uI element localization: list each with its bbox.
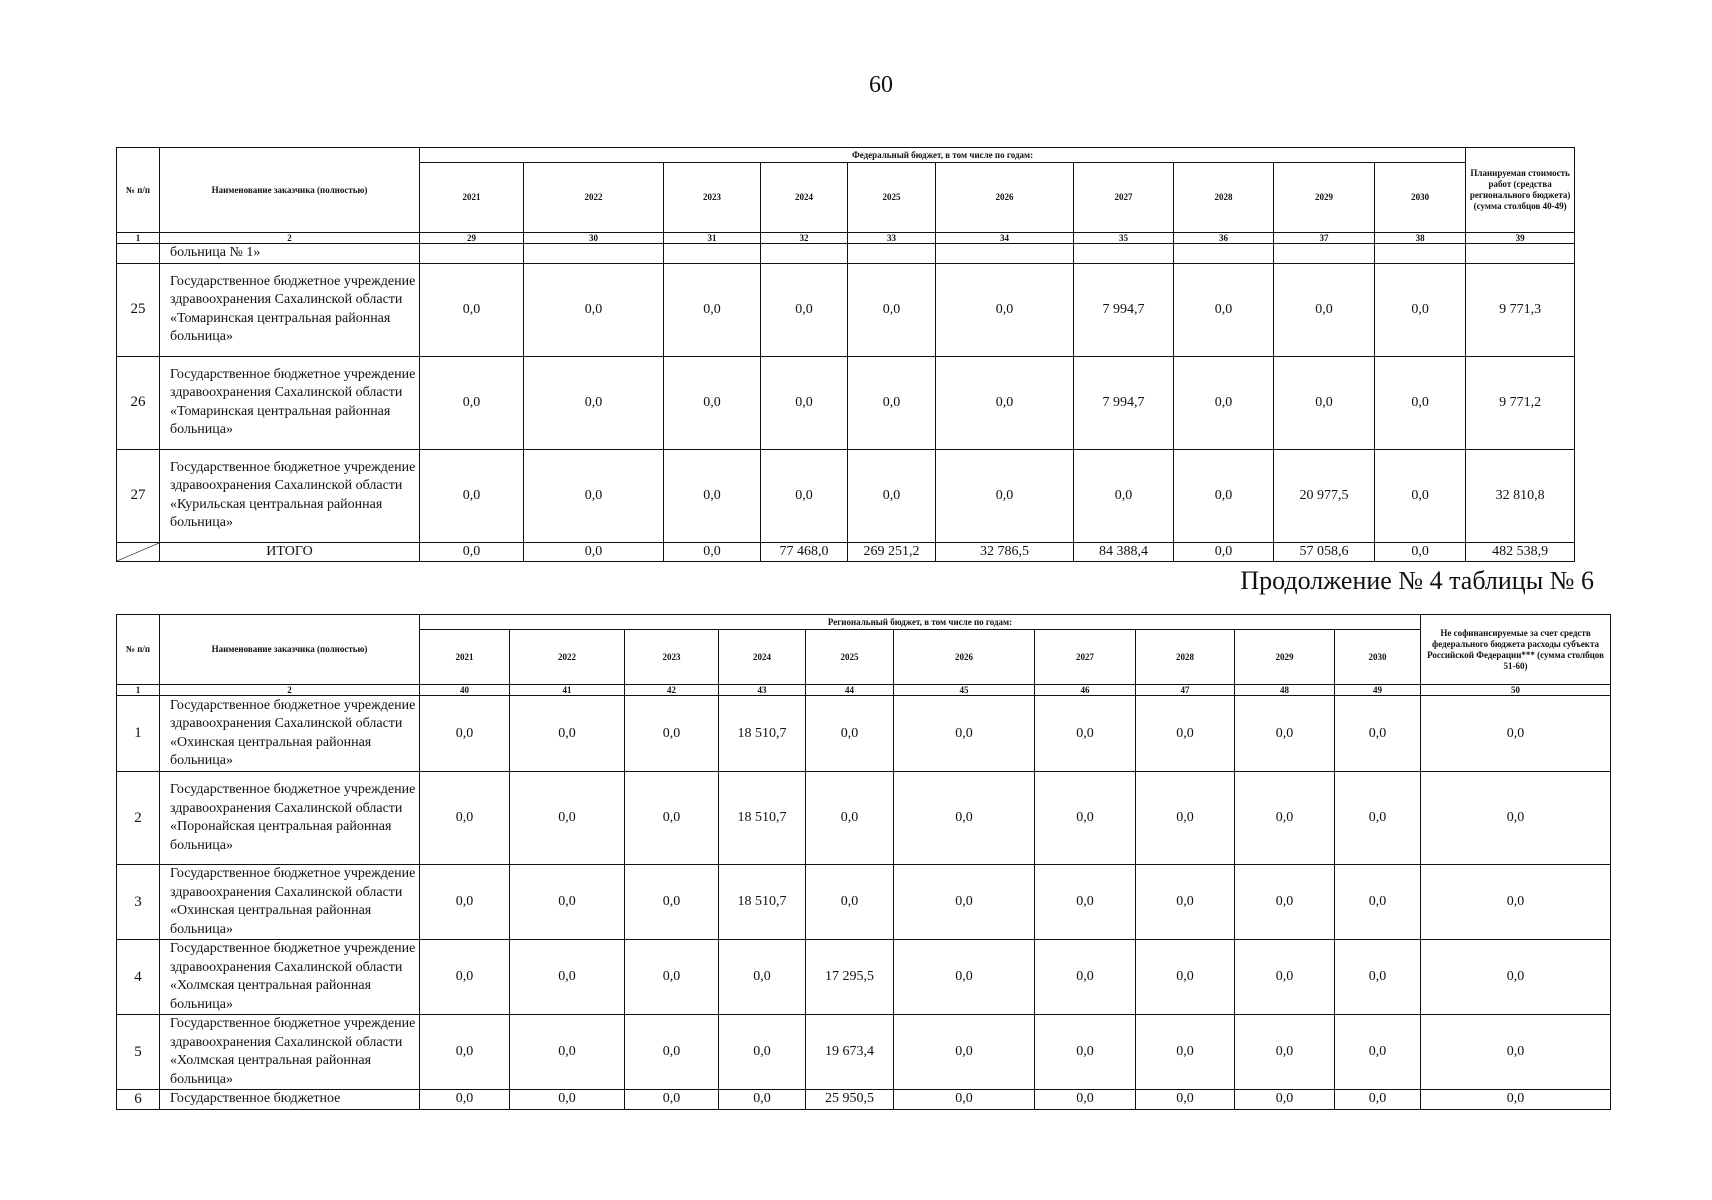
value-cell: 0,0 xyxy=(1136,696,1235,772)
total-value: 77 468,0 xyxy=(761,542,848,561)
value-cell: 0,0 xyxy=(1235,1015,1335,1090)
table-row xyxy=(117,356,1575,449)
total-value: 0,0 xyxy=(1174,542,1274,561)
value-cell: 0,0 xyxy=(1136,772,1235,865)
header-non-cofinanced: Не софинансируемые за счет средств федерального бюджета расходы субъекта Российской Федерации*** (сумма столбцов 51-60) xyxy=(1421,615,1611,685)
empty-cell xyxy=(1274,244,1375,264)
header-year: 2025 xyxy=(806,630,894,685)
value-cell: 0,0 xyxy=(510,940,625,1015)
customer-name: Государственное бюджетное учреждение здравоохранения Сахалинской области «Охинская центральная районная больница» xyxy=(160,865,420,940)
total-value: 57 058,6 xyxy=(1274,542,1375,561)
header-year: 2029 xyxy=(1274,163,1375,233)
header-year: 2026 xyxy=(936,163,1074,233)
header-year: 2024 xyxy=(719,630,806,685)
value-cell: 0,0 xyxy=(1335,1015,1421,1090)
empty-cell xyxy=(936,244,1074,264)
regional-budget-table xyxy=(116,614,1611,1110)
row-number: 5 xyxy=(117,1015,160,1090)
total-row xyxy=(117,542,1575,561)
header-row-number: № п/п xyxy=(117,148,160,233)
header-federal-budget: Федеральный бюджет, в том числе по годам: xyxy=(420,148,1466,163)
empty-cell xyxy=(1466,244,1575,264)
column-number: 39 xyxy=(1466,233,1575,244)
column-number: 43 xyxy=(719,685,806,696)
column-number: 37 xyxy=(1274,233,1375,244)
value-cell: 0,0 xyxy=(806,865,894,940)
value-cell: 0,0 xyxy=(1174,449,1274,542)
value-cell: 18 510,7 xyxy=(719,696,806,772)
empty-cell xyxy=(1074,244,1174,264)
column-number: 46 xyxy=(1035,685,1136,696)
table-row xyxy=(117,1090,1611,1110)
value-cell: 0,0 xyxy=(1335,940,1421,1015)
value-cell: 0,0 xyxy=(625,696,719,772)
value-cell: 0,0 xyxy=(524,356,664,449)
column-number: 30 xyxy=(524,233,664,244)
row-number: 4 xyxy=(117,940,160,1015)
value-cell: 0,0 xyxy=(1421,865,1611,940)
column-number: 40 xyxy=(420,685,510,696)
value-cell: 0,0 xyxy=(420,865,510,940)
value-cell: 0,0 xyxy=(1035,865,1136,940)
row-number: 6 xyxy=(117,1090,160,1110)
total-value: 269 251,2 xyxy=(848,542,936,561)
table-row xyxy=(117,449,1575,542)
column-number: 2 xyxy=(160,685,420,696)
value-cell: 0,0 xyxy=(1174,263,1274,356)
value-cell: 0,0 xyxy=(664,263,761,356)
total-label: ИТОГО xyxy=(160,542,420,561)
customer-name: Государственное бюджетное учреждение здравоохранения Сахалинской области «Томаринская центральная районная больница» xyxy=(160,263,420,356)
column-number: 32 xyxy=(761,233,848,244)
row-number: 2 xyxy=(117,772,160,865)
page-number: 60 xyxy=(869,72,893,98)
value-cell: 0,0 xyxy=(1335,696,1421,772)
value-cell: 0,0 xyxy=(894,865,1035,940)
value-cell: 0,0 xyxy=(761,356,848,449)
value-cell: 0,0 xyxy=(894,1015,1035,1090)
customer-name: Государственное бюджетное учреждение здравоохранения Сахалинской области «Охинская центральная районная больница» xyxy=(160,696,420,772)
value-cell: 0,0 xyxy=(1421,696,1611,772)
value-cell: 0,0 xyxy=(420,1090,510,1110)
total-value: 0,0 xyxy=(664,542,761,561)
column-number: 29 xyxy=(420,233,524,244)
empty-cell xyxy=(420,244,524,264)
value-cell: 0,0 xyxy=(1235,772,1335,865)
column-number: 47 xyxy=(1136,685,1235,696)
value-cell: 0,0 xyxy=(761,263,848,356)
value-cell: 0,0 xyxy=(664,356,761,449)
value-cell: 0,0 xyxy=(1074,449,1174,542)
row-number: 27 xyxy=(117,449,160,542)
value-cell: 0,0 xyxy=(510,772,625,865)
empty-cell xyxy=(761,244,848,264)
value-cell: 0,0 xyxy=(524,449,664,542)
table-row xyxy=(117,865,1611,940)
total-value: 84 388,4 xyxy=(1074,542,1174,561)
total-value: 32 786,5 xyxy=(936,542,1074,561)
value-cell: 0,0 xyxy=(420,356,524,449)
header-year: 2021 xyxy=(420,163,524,233)
value-cell: 7 994,7 xyxy=(1074,356,1174,449)
table-row xyxy=(117,696,1611,772)
column-number: 1 xyxy=(117,233,160,244)
value-cell: 0,0 xyxy=(1035,772,1136,865)
header-year: 2028 xyxy=(1136,630,1235,685)
column-number: 33 xyxy=(848,233,936,244)
value-cell: 0,0 xyxy=(894,696,1035,772)
customer-name: Государственное бюджетное xyxy=(160,1090,420,1110)
column-number: 49 xyxy=(1335,685,1421,696)
value-cell: 0,0 xyxy=(420,1015,510,1090)
value-cell: 0,0 xyxy=(1235,1090,1335,1110)
empty-cell xyxy=(848,244,936,264)
value-cell: 0,0 xyxy=(1035,1015,1136,1090)
column-number: 48 xyxy=(1235,685,1335,696)
row-number: 1 xyxy=(117,696,160,772)
header-year: 2025 xyxy=(848,163,936,233)
header-planned-cost: Планируемая стоимость работ (средства регионального бюджета) (сумма столбцов 40-49) xyxy=(1466,148,1575,233)
value-cell: 0,0 xyxy=(1174,356,1274,449)
value-cell: 0,0 xyxy=(936,356,1074,449)
value-cell: 0,0 xyxy=(806,696,894,772)
value-cell: 25 950,5 xyxy=(806,1090,894,1110)
continuation-title: Продолжение № 4 таблицы № 6 xyxy=(1240,566,1594,595)
column-number: 50 xyxy=(1421,685,1611,696)
empty-cell xyxy=(524,244,664,264)
header-year: 2024 xyxy=(761,163,848,233)
column-number: 35 xyxy=(1074,233,1174,244)
header-row-number: № п/п xyxy=(117,615,160,685)
value-cell: 0,0 xyxy=(420,263,524,356)
value-cell: 0,0 xyxy=(1136,865,1235,940)
diagonal-line xyxy=(117,543,159,561)
row-number: 25 xyxy=(117,263,160,356)
customer-name: Государственное бюджетное учреждение здравоохранения Сахалинской области «Холмская центральная районная больница» xyxy=(160,1015,420,1090)
table-row xyxy=(117,263,1575,356)
column-number: 36 xyxy=(1174,233,1274,244)
value-cell: 0,0 xyxy=(420,940,510,1015)
value-cell: 0,0 xyxy=(1421,1090,1611,1110)
header-year: 2027 xyxy=(1035,630,1136,685)
value-cell: 0,0 xyxy=(420,449,524,542)
header-customer-name: Наименование заказчика (полностью) xyxy=(160,148,420,233)
value-cell: 7 994,7 xyxy=(1074,263,1174,356)
empty-cell xyxy=(117,244,160,264)
header-year: 2021 xyxy=(420,630,510,685)
column-number: 38 xyxy=(1375,233,1466,244)
value-cell: 0,0 xyxy=(848,263,936,356)
value-cell: 0,0 xyxy=(1235,865,1335,940)
customer-name: Государственное бюджетное учреждение здравоохранения Сахалинской области «Поронайская центральная районная больница» xyxy=(160,772,420,865)
value-cell: 0,0 xyxy=(1274,263,1375,356)
header-year: 2022 xyxy=(510,630,625,685)
value-cell: 0,0 xyxy=(1421,1015,1611,1090)
header-year: 2026 xyxy=(894,630,1035,685)
value-cell: 0,0 xyxy=(524,263,664,356)
total-value: 0,0 xyxy=(1375,542,1466,561)
value-cell: 0,0 xyxy=(719,940,806,1015)
value-cell: 9 771,2 xyxy=(1466,356,1575,449)
header-year: 2029 xyxy=(1235,630,1335,685)
value-cell: 0,0 xyxy=(625,1090,719,1110)
column-number: 31 xyxy=(664,233,761,244)
value-cell: 0,0 xyxy=(1136,940,1235,1015)
value-cell: 18 510,7 xyxy=(719,865,806,940)
total-value: 0,0 xyxy=(524,542,664,561)
value-cell: 0,0 xyxy=(936,263,1074,356)
header-year: 2023 xyxy=(664,163,761,233)
value-cell: 9 771,3 xyxy=(1466,263,1575,356)
customer-name: Государственное бюджетное учреждение здравоохранения Сахалинской области «Курильская центральная районная больница» xyxy=(160,449,420,542)
value-cell: 0,0 xyxy=(510,865,625,940)
value-cell: 0,0 xyxy=(761,449,848,542)
value-cell: 0,0 xyxy=(625,865,719,940)
value-cell: 0,0 xyxy=(1375,263,1466,356)
value-cell: 0,0 xyxy=(420,772,510,865)
value-cell: 0,0 xyxy=(420,696,510,772)
empty-cell xyxy=(1375,244,1466,264)
header-year: 2022 xyxy=(524,163,664,233)
value-cell: 0,0 xyxy=(510,1015,625,1090)
row-number: 26 xyxy=(117,356,160,449)
customer-name: Государственное бюджетное учреждение здравоохранения Сахалинской области «Томаринская центральная районная больница» xyxy=(160,356,420,449)
value-cell: 0,0 xyxy=(806,772,894,865)
column-number: 1 xyxy=(117,685,160,696)
header-customer-name: Наименование заказчика (полностью) xyxy=(160,615,420,685)
header-year: 2030 xyxy=(1375,163,1466,233)
value-cell: 0,0 xyxy=(936,449,1074,542)
table-row xyxy=(117,1015,1611,1090)
header-year: 2028 xyxy=(1174,163,1274,233)
federal-budget-table xyxy=(116,147,1575,562)
value-cell: 19 673,4 xyxy=(806,1015,894,1090)
value-cell: 0,0 xyxy=(848,449,936,542)
value-cell: 0,0 xyxy=(664,449,761,542)
empty-cell xyxy=(664,244,761,264)
value-cell: 0,0 xyxy=(1035,696,1136,772)
diagonal-cell xyxy=(117,542,160,561)
value-cell: 0,0 xyxy=(1035,940,1136,1015)
column-number: 41 xyxy=(510,685,625,696)
value-cell: 0,0 xyxy=(1136,1090,1235,1110)
value-cell: 20 977,5 xyxy=(1274,449,1375,542)
value-cell: 0,0 xyxy=(1421,772,1611,865)
value-cell: 0,0 xyxy=(625,1015,719,1090)
continued-name-cell: больница № 1» xyxy=(160,244,420,264)
total-value: 482 538,9 xyxy=(1466,542,1575,561)
value-cell: 0,0 xyxy=(848,356,936,449)
header-year: 2027 xyxy=(1074,163,1174,233)
table-row xyxy=(117,772,1611,865)
column-number: 42 xyxy=(625,685,719,696)
value-cell: 0,0 xyxy=(510,1090,625,1110)
value-cell: 0,0 xyxy=(894,1090,1035,1110)
value-cell: 32 810,8 xyxy=(1466,449,1575,542)
table-row xyxy=(117,940,1611,1015)
value-cell: 0,0 xyxy=(1274,356,1375,449)
header-regional-budget: Региональный бюджет, в том числе по годам: xyxy=(420,615,1421,630)
column-number: 34 xyxy=(936,233,1074,244)
value-cell: 18 510,7 xyxy=(719,772,806,865)
value-cell: 0,0 xyxy=(625,940,719,1015)
value-cell: 0,0 xyxy=(894,772,1035,865)
customer-name: Государственное бюджетное учреждение здравоохранения Сахалинской области «Холмская центральная районная больница» xyxy=(160,940,420,1015)
value-cell: 0,0 xyxy=(1235,940,1335,1015)
value-cell: 0,0 xyxy=(1136,1015,1235,1090)
value-cell: 0,0 xyxy=(719,1090,806,1110)
row-number: 3 xyxy=(117,865,160,940)
value-cell: 0,0 xyxy=(1035,1090,1136,1110)
column-number: 44 xyxy=(806,685,894,696)
value-cell: 0,0 xyxy=(1421,940,1611,1015)
total-value: 0,0 xyxy=(420,542,524,561)
value-cell: 0,0 xyxy=(1375,356,1466,449)
value-cell: 0,0 xyxy=(894,940,1035,1015)
value-cell: 0,0 xyxy=(625,772,719,865)
value-cell: 0,0 xyxy=(719,1015,806,1090)
value-cell: 17 295,5 xyxy=(806,940,894,1015)
value-cell: 0,0 xyxy=(1235,696,1335,772)
value-cell: 0,0 xyxy=(510,696,625,772)
column-number: 45 xyxy=(894,685,1035,696)
value-cell: 0,0 xyxy=(1335,1090,1421,1110)
column-number: 2 xyxy=(160,233,420,244)
empty-cell xyxy=(1174,244,1274,264)
header-year: 2030 xyxy=(1335,630,1421,685)
value-cell: 0,0 xyxy=(1335,772,1421,865)
value-cell: 0,0 xyxy=(1335,865,1421,940)
header-year: 2023 xyxy=(625,630,719,685)
value-cell: 0,0 xyxy=(1375,449,1466,542)
